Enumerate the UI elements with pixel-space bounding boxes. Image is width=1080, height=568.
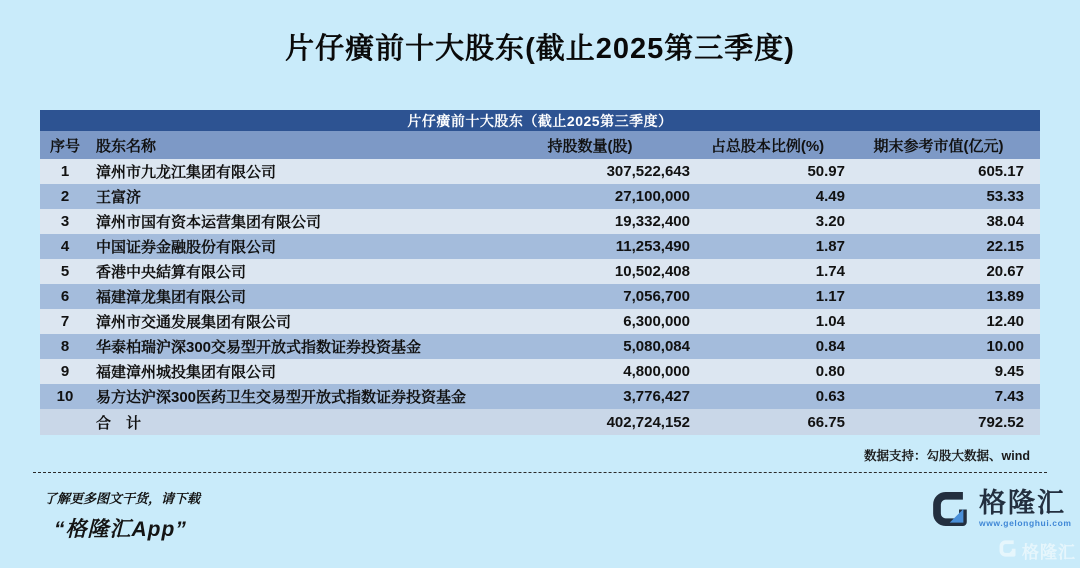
table-row: [40, 359, 1040, 384]
table-header-row: [40, 131, 1040, 159]
footer-promo-line1: 了解更多图文干货，请下载: [44, 491, 201, 506]
shareholders-table: [40, 110, 1040, 435]
market-value-cell: 12.40: [986, 313, 1024, 330]
page-title: 片仔癀前十大股东(截止2025第三季度): [285, 33, 795, 65]
table-row: [40, 284, 1040, 309]
ratio-cell: 50.97: [807, 163, 845, 180]
ratio-cell: 0.63: [815, 388, 845, 405]
rank-cell: 3: [60, 213, 70, 230]
rank-cell: 10: [56, 388, 74, 405]
table-row: [40, 184, 1040, 209]
rank-cell: 2: [60, 188, 70, 205]
table-body: [40, 159, 1040, 409]
table-row: [40, 234, 1040, 259]
total-value-cell: 792.52: [978, 413, 1024, 431]
market-value-cell: 13.89: [986, 288, 1024, 305]
ratio-cell: 1.74: [815, 263, 845, 280]
dashed-divider: [33, 472, 1047, 473]
market-value-cell: 38.04: [986, 213, 1024, 230]
table-row: [40, 334, 1040, 359]
table-title: 片仔癀前十大股东（截止2025第三季度）: [40, 110, 1040, 131]
shareholder-name-cell: 香港中央結算有限公司: [96, 264, 247, 281]
shareholder-name-cell: 福建漳州城投集团有限公司: [96, 364, 277, 381]
ratio-cell: 1.04: [815, 313, 845, 330]
shares-cell: 4,800,000: [623, 363, 690, 380]
gelonghui-logo-text: [979, 489, 1072, 528]
market-value-cell: 10.00: [986, 338, 1024, 355]
shareholder-name-cell: 福建漳龙集团有限公司: [96, 289, 247, 306]
shareholder-name-cell: 漳州市交通发展集团有限公司: [96, 314, 292, 331]
shareholder-name-cell: 华泰柏瑞沪深300交易型开放式指数证券投资基金: [96, 339, 422, 356]
table-row: [40, 209, 1040, 234]
table-row: [40, 259, 1040, 284]
shares-cell: 3,776,427: [623, 388, 690, 405]
rank-cell: 9: [60, 363, 70, 380]
column-header-rank: 序号: [49, 137, 80, 155]
total-ratio-cell: 66.75: [807, 413, 845, 431]
column-header-shares: 持股数量(股): [547, 137, 633, 155]
column-header-name: 股东名称: [96, 137, 157, 155]
table-row: [40, 309, 1040, 334]
rank-cell: 1: [60, 163, 70, 180]
ratio-cell: 1.87: [815, 238, 845, 255]
shares-cell: 6,300,000: [623, 313, 690, 330]
brand-url: www.gelonghui.com: [979, 518, 1072, 528]
column-header-market-value: 期末参考市值(亿元): [873, 137, 1004, 155]
gelonghui-watermark-icon: [999, 539, 1018, 563]
shares-cell: 27,100,000: [614, 188, 690, 205]
ratio-cell: 0.84: [815, 338, 845, 355]
brand-name: 格隆汇: [979, 488, 1066, 518]
ratio-cell: 4.49: [815, 188, 845, 205]
shares-cell: 7,056,700: [623, 288, 690, 305]
watermark-text: 格隆汇: [1022, 543, 1076, 562]
ratio-cell: 1.17: [815, 288, 845, 305]
shares-cell: 10,502,408: [614, 263, 690, 280]
rank-cell: 7: [60, 313, 70, 330]
table-row: [40, 159, 1040, 184]
shares-cell: 5,080,084: [623, 338, 690, 355]
total-shares-cell: 402,724,152: [606, 413, 690, 431]
shares-cell: 19,332,400: [614, 213, 690, 230]
shareholder-name-cell: 中国证券金融股份有限公司: [96, 239, 277, 256]
shareholder-name-cell: 易方达沪深300医药卫生交易型开放式指数证券投资基金: [96, 389, 467, 406]
ratio-cell: 3.20: [815, 213, 845, 230]
rank-cell: 6: [60, 288, 70, 305]
gelonghui-logo: [932, 489, 1072, 529]
shareholder-name-cell: 漳州市国有资本运营集团有限公司: [96, 214, 322, 231]
shares-cell: 11,253,490: [615, 238, 690, 255]
shareholder-name-cell: 漳州市九龙江集团有限公司: [96, 164, 277, 181]
column-header-ratio: 占总股本比例(%): [710, 137, 825, 155]
gelonghui-watermark: [999, 538, 1076, 563]
market-value-cell: 605.17: [978, 163, 1024, 180]
total-label-cell: 合 计: [96, 414, 142, 432]
footer-promo: [44, 488, 200, 543]
market-value-cell: 7.43: [994, 388, 1024, 405]
data-support-note: 数据支持：勾股大数据、wind: [864, 449, 1030, 463]
ratio-cell: 0.80: [815, 363, 845, 380]
table-row: [40, 384, 1040, 409]
market-value-cell: 20.67: [986, 263, 1024, 280]
gelonghui-logo-icon: [932, 489, 972, 529]
shareholder-name-cell: 王富济: [96, 189, 142, 206]
market-value-cell: 9.45: [994, 363, 1024, 380]
shares-cell: 307,522,643: [606, 163, 690, 180]
table-total-row: [40, 409, 1040, 435]
rank-cell: 8: [60, 338, 70, 355]
rank-cell: 5: [60, 263, 70, 280]
market-value-cell: 53.33: [986, 188, 1024, 205]
rank-cell: 4: [60, 238, 70, 255]
footer-promo-line2: “格隆汇App”: [54, 518, 187, 541]
market-value-cell: 22.15: [986, 238, 1024, 255]
